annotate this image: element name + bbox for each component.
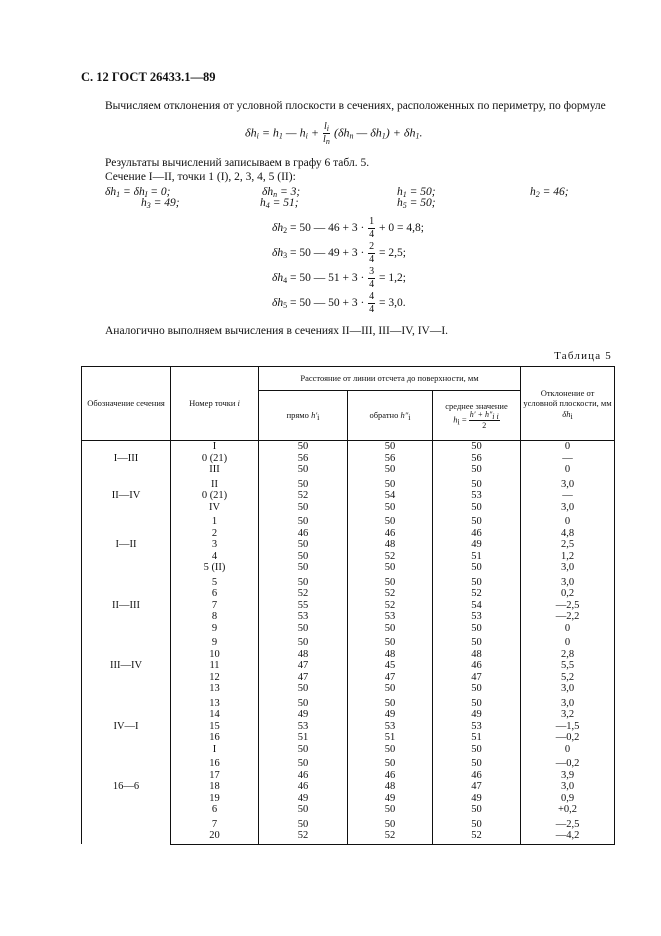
deviation-cell: 3,0 — [521, 476, 615, 491]
direct-cell: 46 — [259, 528, 348, 540]
reverse-cell: 50 — [348, 562, 433, 574]
col-section-header: Обозначение сечения — [82, 367, 171, 441]
deviation-cell: 0 — [521, 634, 615, 649]
calc-row: $\delta h_2 = 50$ — 46 + 3 · $\frac{1}{4}$ + 0 = 4,8; — [272, 216, 424, 240]
data-table — [81, 366, 615, 845]
direct-cell: 50 — [259, 513, 348, 528]
point-cell: 17 — [171, 770, 259, 782]
mean-cell: 46 — [433, 660, 521, 672]
direct-cell: 52 — [259, 490, 348, 502]
col-direct-header: прямо $h'_i$ — [259, 391, 348, 441]
mean-cell: 53 — [433, 490, 521, 502]
deviation-cell: 0 — [521, 513, 615, 528]
point-cell: 12 — [171, 672, 259, 684]
mean-cell: 50 — [433, 683, 521, 695]
intro-paragraph: Вычисляем отклонения от условной плоскости в сечениях, расположенных по периметру, по формуле — [105, 100, 606, 112]
deviation-cell: 4,8 — [521, 528, 615, 540]
deviation-cell: —2,2 — [521, 611, 615, 623]
point-cell: I — [171, 744, 259, 756]
point-cell: 13 — [171, 683, 259, 695]
point-cell: 16 — [171, 732, 259, 744]
deviation-cell: 2,8 — [521, 649, 615, 661]
reverse-cell: 46 — [348, 528, 433, 540]
direct-cell: 51 — [259, 732, 348, 744]
direct-cell: 48 — [259, 649, 348, 661]
section-cell: I—III — [82, 441, 171, 476]
direct-cell: 53 — [259, 611, 348, 623]
deviation-cell: 3,0 — [521, 562, 615, 574]
reverse-cell: 50 — [348, 695, 433, 710]
mean-cell: 50 — [433, 502, 521, 514]
reverse-cell: 53 — [348, 721, 433, 733]
mean-cell: 50 — [433, 513, 521, 528]
reverse-cell: 50 — [348, 755, 433, 770]
page-header: С. 12 ГОСТ 26433.1—89 — [81, 70, 216, 84]
col-point-header: Номер точки i — [171, 367, 259, 441]
mean-cell: 54 — [433, 600, 521, 612]
point-cell: 1 — [171, 513, 259, 528]
point-cell: 18 — [171, 781, 259, 793]
reverse-cell: 49 — [348, 793, 433, 805]
direct-cell: 47 — [259, 672, 348, 684]
direct-cell: 50 — [259, 574, 348, 589]
table-row — [82, 755, 615, 770]
mean-cell: 48 — [433, 649, 521, 661]
reverse-cell: 56 — [348, 453, 433, 465]
mean-cell: 50 — [433, 755, 521, 770]
reverse-cell: 52 — [348, 551, 433, 563]
direct-cell: 50 — [259, 683, 348, 695]
reverse-cell: 50 — [348, 574, 433, 589]
deviation-cell: 2,5 — [521, 539, 615, 551]
table-row — [82, 634, 615, 649]
reverse-cell: 46 — [348, 770, 433, 782]
reverse-cell: 49 — [348, 709, 433, 721]
point-cell: 16 — [171, 755, 259, 770]
direct-cell: 50 — [259, 476, 348, 491]
reverse-cell: 54 — [348, 490, 433, 502]
point-cell: 5 (II) — [171, 562, 259, 574]
reverse-cell: 53 — [348, 611, 433, 623]
mean-cell: 50 — [433, 476, 521, 491]
main-formula: $\delta h_i = h_1$ — $h_i$ + $\frac{l_i}{l_n}$ ($\delta h_n$ — $\delta h_1) + \delta h_1$. — [245, 121, 423, 146]
direct-cell: 50 — [259, 441, 348, 453]
deviation-cell: 3,0 — [521, 683, 615, 695]
deviation-cell: 1,2 — [521, 551, 615, 563]
mean-cell: 50 — [433, 623, 521, 635]
section-cell: 16—6 — [82, 755, 171, 816]
point-cell: 6 — [171, 804, 259, 816]
mean-cell: 50 — [433, 804, 521, 816]
reverse-cell: 50 — [348, 502, 433, 514]
mean-cell: 50 — [433, 441, 521, 453]
point-cell: 13 — [171, 695, 259, 710]
point-cell: 19 — [171, 793, 259, 805]
calc-row: $\delta h_5 = 50$ — 50 + 3 · $\frac{4}{4}$ = 3,0. — [272, 291, 406, 315]
given-b2: $h_4 = 51$; — [260, 197, 299, 210]
table-title: Таблица 5 — [554, 350, 612, 362]
section-cell — [82, 816, 171, 845]
point-cell: 7 — [171, 816, 259, 831]
reverse-cell: 50 — [348, 804, 433, 816]
col-mean-header: среднее значение $h_i$ = $\frac{h' + h''_{i i}}{2}$ — [433, 391, 521, 441]
mean-cell: 52 — [433, 588, 521, 600]
deviation-cell: 0 — [521, 744, 615, 756]
mean-cell: 47 — [433, 672, 521, 684]
direct-cell: 49 — [259, 709, 348, 721]
reverse-cell: 48 — [348, 781, 433, 793]
mean-cell: 56 — [433, 453, 521, 465]
table-row — [82, 816, 615, 831]
deviation-cell: —0,2 — [521, 755, 615, 770]
table-row — [82, 695, 615, 710]
reverse-cell: 47 — [348, 672, 433, 684]
table-row — [82, 441, 615, 453]
deviation-cell: —4,2 — [521, 830, 615, 844]
deviation-cell: 0,2 — [521, 588, 615, 600]
calc-row: $\delta h_3 = 50$ — 49 + 3 · $\frac{2}{4}$ = 2,5; — [272, 241, 406, 265]
section-line: Сечение I—II, точки 1 (I), 2, 3, 4, 5 (II): — [105, 171, 296, 183]
deviation-cell: 3,0 — [521, 502, 615, 514]
point-cell: 14 — [171, 709, 259, 721]
mean-cell: 52 — [433, 830, 521, 844]
mean-cell: 50 — [433, 634, 521, 649]
mean-cell: 49 — [433, 709, 521, 721]
mean-cell: 50 — [433, 562, 521, 574]
mean-cell: 51 — [433, 551, 521, 563]
point-cell: 6 — [171, 588, 259, 600]
table-row — [82, 513, 615, 528]
mean-cell: 49 — [433, 793, 521, 805]
point-cell: I — [171, 441, 259, 453]
point-cell: 9 — [171, 634, 259, 649]
deviation-cell: — — [521, 453, 615, 465]
direct-cell: 52 — [259, 830, 348, 844]
reverse-cell: 48 — [348, 539, 433, 551]
point-cell: II — [171, 476, 259, 491]
direct-cell: 50 — [259, 551, 348, 563]
deviation-cell: 3,0 — [521, 695, 615, 710]
deviation-cell: —2,5 — [521, 600, 615, 612]
col-deviation-header: Отклонение от условной плоскости, мм $\delta h_i$ — [521, 367, 615, 441]
deviation-cell: —2,5 — [521, 816, 615, 831]
direct-cell: 47 — [259, 660, 348, 672]
point-cell: 0 (21) — [171, 453, 259, 465]
table-row — [82, 476, 615, 491]
table-row — [82, 574, 615, 589]
deviation-cell: 0 — [521, 623, 615, 635]
section-cell: III—IV — [82, 634, 171, 695]
mean-cell: 50 — [433, 744, 521, 756]
mean-cell: 50 — [433, 464, 521, 476]
reverse-cell: 51 — [348, 732, 433, 744]
mean-cell: 46 — [433, 770, 521, 782]
section-cell: II—IV — [82, 476, 171, 514]
formula-fraction: $\frac{l_i}{l_n}$ — [323, 121, 330, 146]
deviation-cell: 0,9 — [521, 793, 615, 805]
deviation-cell: 3,2 — [521, 709, 615, 721]
direct-cell: 50 — [259, 804, 348, 816]
deviation-cell: 3,9 — [521, 770, 615, 782]
given-b1: $h_3 = 49$; — [141, 197, 180, 210]
mean-cell: 47 — [433, 781, 521, 793]
reverse-cell: 52 — [348, 600, 433, 612]
point-cell: 2 — [171, 528, 259, 540]
direct-cell: 49 — [259, 793, 348, 805]
section-cell: II—III — [82, 574, 171, 635]
reverse-cell: 50 — [348, 441, 433, 453]
direct-cell: 50 — [259, 755, 348, 770]
reverse-cell: 50 — [348, 464, 433, 476]
mean-cell: 49 — [433, 539, 521, 551]
reverse-cell: 52 — [348, 588, 433, 600]
reverse-cell: 50 — [348, 816, 433, 831]
given-a2: $\delta h_n = 3$; — [262, 186, 301, 199]
direct-cell: 50 — [259, 744, 348, 756]
reverse-cell: 48 — [348, 649, 433, 661]
section-cell: IV—I — [82, 695, 171, 756]
col-distance-header: Расстояние от линии отсчета до поверхности, мм — [259, 367, 521, 391]
col-reverse-header: обратно $h''_i$ — [348, 391, 433, 441]
deviation-cell: —1,5 — [521, 721, 615, 733]
given-a4: $h_2 = 46$; — [530, 186, 569, 199]
reverse-cell: 50 — [348, 744, 433, 756]
direct-cell: 53 — [259, 721, 348, 733]
mean-cell: 51 — [433, 732, 521, 744]
reverse-cell: 50 — [348, 623, 433, 635]
analog-paragraph: Аналогично выполняем вычисления в сечениях II—III, III—IV, IV—I. — [105, 325, 449, 337]
point-cell: 8 — [171, 611, 259, 623]
point-cell: 4 — [171, 551, 259, 563]
reverse-cell: 50 — [348, 476, 433, 491]
point-cell: 7 — [171, 600, 259, 612]
deviation-cell: 0 — [521, 441, 615, 453]
direct-cell: 55 — [259, 600, 348, 612]
direct-cell: 50 — [259, 539, 348, 551]
deviation-cell: 3,0 — [521, 781, 615, 793]
mean-cell: 46 — [433, 528, 521, 540]
direct-cell: 46 — [259, 781, 348, 793]
direct-cell: 50 — [259, 623, 348, 635]
direct-cell: 50 — [259, 816, 348, 831]
point-cell: 5 — [171, 574, 259, 589]
deviation-cell: — — [521, 490, 615, 502]
deviation-cell: —0,2 — [521, 732, 615, 744]
direct-cell: 50 — [259, 695, 348, 710]
calc-row: $\delta h_4 = 50$ — 51 + 3 · $\frac{3}{4}$ = 1,2; — [272, 266, 406, 290]
given-b3: $h_5 = 50$; — [397, 197, 436, 210]
reverse-cell: 50 — [348, 634, 433, 649]
direct-cell: 56 — [259, 453, 348, 465]
point-cell: IV — [171, 502, 259, 514]
direct-cell: 50 — [259, 464, 348, 476]
point-cell: III — [171, 464, 259, 476]
point-cell: 15 — [171, 721, 259, 733]
deviation-cell: 5,2 — [521, 672, 615, 684]
direct-cell: 50 — [259, 562, 348, 574]
mean-cell: 53 — [433, 611, 521, 623]
point-cell: 0 (21) — [171, 490, 259, 502]
point-cell: 11 — [171, 660, 259, 672]
mean-cell: 50 — [433, 816, 521, 831]
point-cell: 9 — [171, 623, 259, 635]
point-cell: 3 — [171, 539, 259, 551]
reverse-cell: 50 — [348, 683, 433, 695]
reverse-cell: 45 — [348, 660, 433, 672]
direct-cell: 46 — [259, 770, 348, 782]
section-cell: I—II — [82, 513, 171, 574]
reverse-cell: 50 — [348, 513, 433, 528]
mean-cell: 50 — [433, 695, 521, 710]
mean-cell: 53 — [433, 721, 521, 733]
point-cell: 20 — [171, 830, 259, 844]
point-cell: 10 — [171, 649, 259, 661]
given-a1: $\delta h_1 = \delta h_I = 0$; — [105, 186, 171, 199]
direct-cell: 52 — [259, 588, 348, 600]
deviation-cell: 3,0 — [521, 574, 615, 589]
results-line: Результаты вычислений записываем в графу 6 табл. 5. — [105, 157, 370, 169]
deviation-cell: +0,2 — [521, 804, 615, 816]
deviation-cell: 0 — [521, 464, 615, 476]
mean-cell: 50 — [433, 574, 521, 589]
direct-cell: 50 — [259, 634, 348, 649]
given-a3: $h_1 = 50$; — [397, 186, 436, 199]
deviation-cell: 5,5 — [521, 660, 615, 672]
reverse-cell: 52 — [348, 830, 433, 844]
direct-cell: 50 — [259, 502, 348, 514]
